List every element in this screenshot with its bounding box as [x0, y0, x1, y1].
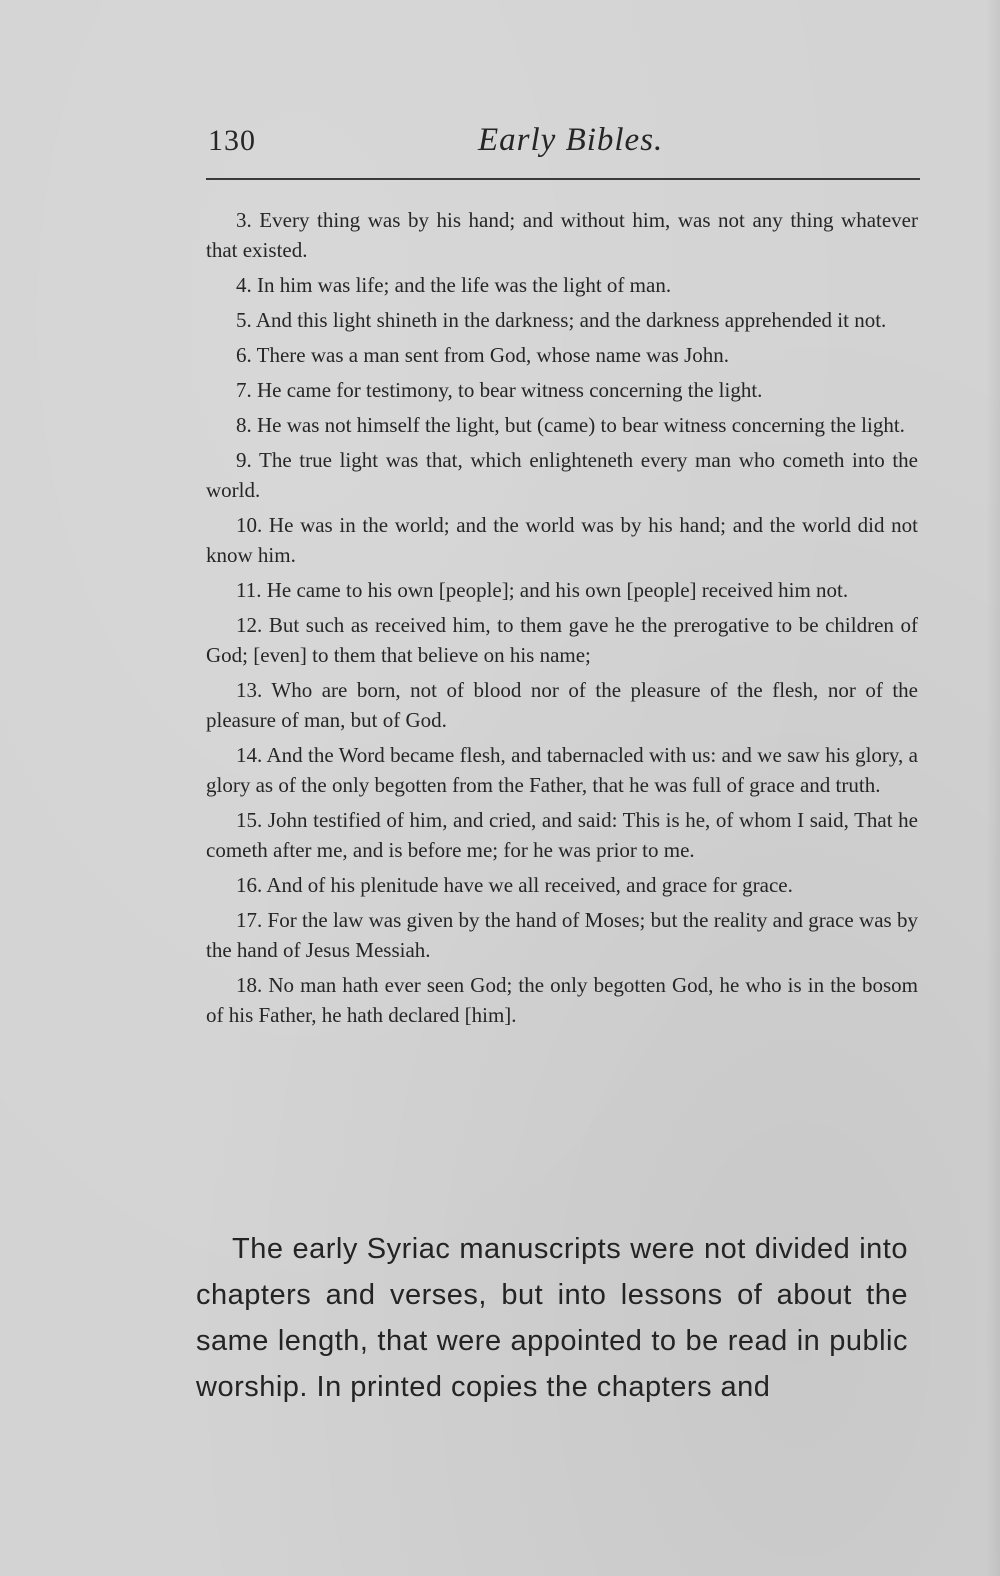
verse-list — [206, 205, 918, 1035]
verse-9: 9. The true light was that, which enlighteneth every man who cometh into the world. — [206, 448, 918, 502]
verse-15: 15. John testified of him, and cried, and said: This is he, of whom I said, That he cometh after me, and is before me; for he was prior to me. — [206, 808, 918, 862]
verse-3: 3. Every thing was by his hand; and without him, was not any thing whatever that existed. — [206, 208, 918, 262]
verse-11: 11. He came to his own [people]; and his own [people] received him not. — [236, 578, 849, 602]
header-rule — [206, 178, 920, 180]
running-title: Early Bibles. — [478, 122, 664, 158]
page-number: 130 — [208, 124, 256, 157]
page-edge-shadow — [986, 0, 1000, 1576]
body-paragraph: The early Syriac manuscripts were not divided into chapters and verses, but into lessons of about the same length, that were appointed to be read in public worship. In printed copies the chapters and — [196, 1233, 908, 1403]
verse-10: 10. He was in the world; and the world was by his hand; and the world did not know him. — [206, 513, 918, 567]
verse-14: 14. And the Word became flesh, and tabernacled with us: and we saw his glory, a glory as of the only begotten from the Father, that he was full of grace and truth. — [206, 743, 918, 797]
verse-5: 5. And this light shineth in the darkness; and the darkness apprehended it not. — [236, 308, 887, 332]
running-head — [208, 122, 920, 166]
verse-6: 6. There was a man sent from God, whose name was John. — [236, 343, 729, 367]
verse-7: 7. He came for testimony, to bear witness concerning the light. — [236, 378, 763, 402]
verse-12: 12. But such as received him, to them gave he the prerogative to be children of God; [even] to them that believe on his name; — [206, 613, 918, 667]
verse-16: 16. And of his plenitude have we all received, and grace for grace. — [236, 873, 793, 897]
verse-18: 18. No man hath ever seen God; the only begotten God, he who is in the bosom of his Father, he hath declared [him]. — [206, 973, 918, 1027]
verse-17: 17. For the law was given by the hand of Moses; but the reality and grace was by the hand of Jesus Messiah. — [206, 908, 918, 962]
verse-4: 4. In him was life; and the life was the light of man. — [236, 273, 672, 297]
verse-8: 8. He was not himself the light, but (came) to bear witness concerning the light. — [236, 413, 905, 437]
verse-13: 13. Who are born, not of blood nor of the pleasure of the flesh, nor of the pleasure of man, but of God. — [206, 678, 918, 732]
